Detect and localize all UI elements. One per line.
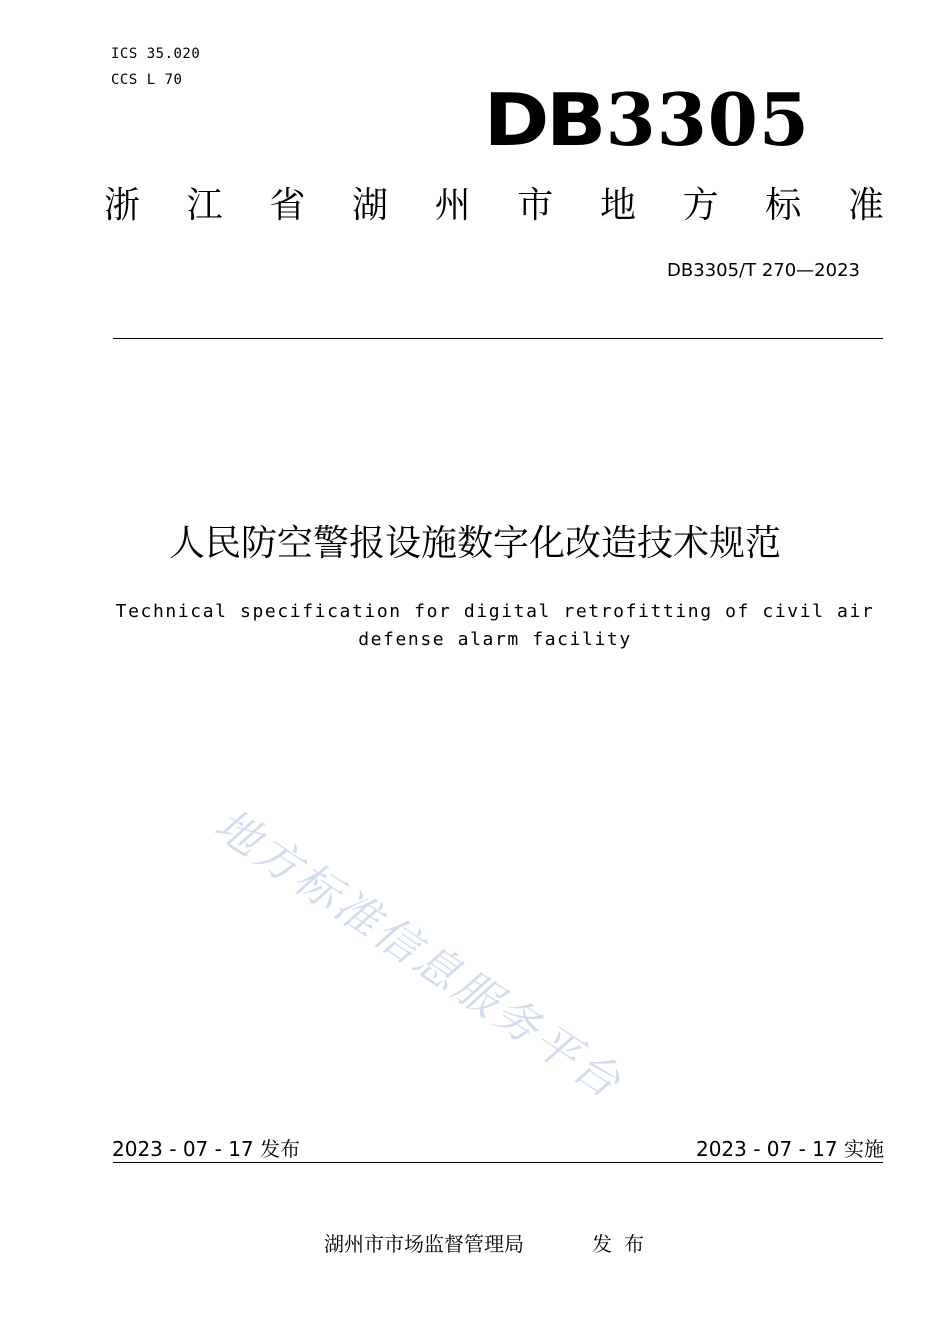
issuer-char: 州 xyxy=(434,185,471,226)
publish-date: 2023 - 07 - 17 发布 xyxy=(112,1137,301,1161)
issuer-char: 标 xyxy=(765,185,802,226)
issuer-title xyxy=(104,182,884,230)
issuer-char: 准 xyxy=(847,185,884,226)
issuer-char: 浙 xyxy=(104,185,141,226)
title-chinese: 人民防空警报设施数字化改造技术规范 xyxy=(168,523,781,564)
standard-number: DB3305/T 270—2023 xyxy=(667,260,860,281)
issuer-char: 湖 xyxy=(351,185,388,226)
issuer-char: 地 xyxy=(599,185,636,226)
db-logo xyxy=(483,77,810,162)
bottom-divider xyxy=(113,1162,883,1163)
title-english: Technical specification for digital retrofitting of civil air defense alarm facility xyxy=(115,601,875,650)
publisher-name: 湖州市市场监督管理局 xyxy=(324,1232,524,1256)
top-divider xyxy=(113,338,883,339)
ccs-code: CCS L 70 xyxy=(111,72,183,88)
db-logo-letters: DB xyxy=(483,78,604,162)
ics-code: ICS 35.020 xyxy=(111,46,201,62)
watermark: 地方标准信息服务平台 xyxy=(205,799,632,1110)
db-logo-code: 3305 xyxy=(605,77,810,162)
issuer-char: 方 xyxy=(682,185,719,226)
implement-date: 2023 - 07 - 17 实施 xyxy=(695,1137,884,1161)
issuer-char: 省 xyxy=(269,185,306,226)
issuer-char: 市 xyxy=(517,185,554,226)
issuer-char: 江 xyxy=(186,185,223,226)
publish-label: 发布 xyxy=(592,1232,656,1256)
